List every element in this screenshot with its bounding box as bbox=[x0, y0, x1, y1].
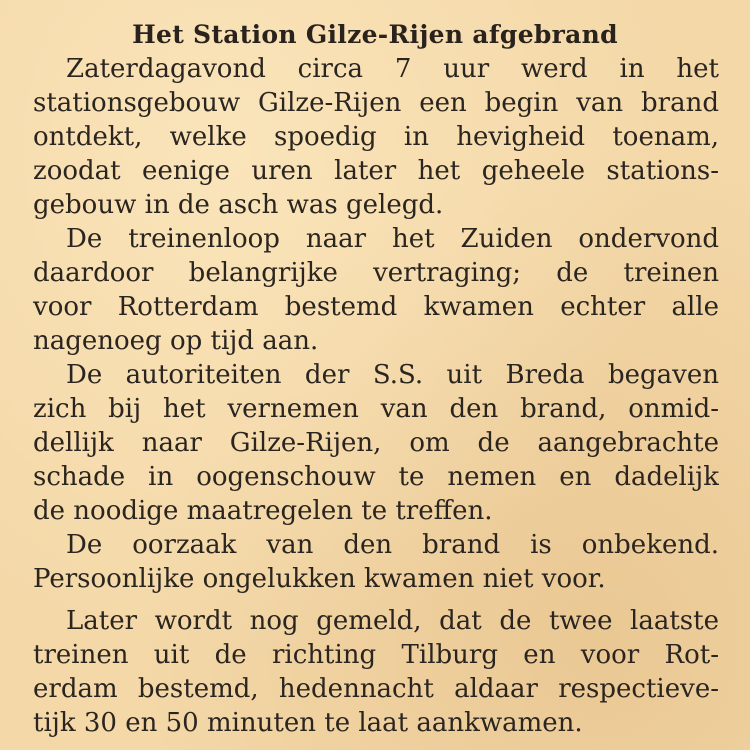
article-line: de noodige maatregelen te treffen. bbox=[33, 496, 493, 526]
article-line: voor Rotterdam bestemd kwamen echter alle bbox=[33, 292, 719, 322]
article-line: Zaterdagavond circa 7 uur werd in het bbox=[66, 54, 719, 84]
article-line: De oorzaak van den brand is onbekend. bbox=[66, 530, 719, 560]
article-line: schade in oogenschouw te nemen en dadelijk bbox=[33, 462, 719, 492]
article-line: dellijk naar Gilze-Rijen, om de aangebrachte bbox=[33, 428, 719, 458]
article-line: stationsgebouw Gilze-Rijen een begin van brand bbox=[33, 88, 719, 118]
article-line: daardoor belangrijke vertraging; de treinen bbox=[33, 258, 719, 288]
article-line: zich bij het vernemen van den brand, onmid- bbox=[33, 394, 719, 424]
article-line: Later wordt nog gemeld, dat de twee laatste bbox=[66, 606, 719, 636]
article-headline: Het Station Gilze-Rijen afgebrand bbox=[132, 20, 618, 49]
article-line: nagenoeg op tijd aan. bbox=[33, 326, 319, 356]
article-line: erdam bestemd, hedennacht aldaar respectieve- bbox=[33, 674, 719, 704]
article-line: De treinenloop naar het Zuiden ondervond bbox=[66, 224, 719, 254]
article-line: zoodat eenige uren later het geheele stations- bbox=[33, 156, 719, 186]
article-line: tijk 30 en 50 minuten te laat aankwamen. bbox=[33, 708, 583, 738]
article-line: ontdekt, welke spoedig in hevigheid toenam, bbox=[33, 122, 719, 152]
article-line: treinen uit de richting Tilburg en voor Rot- bbox=[33, 640, 719, 670]
article-line: gebouw in de asch was gelegd. bbox=[33, 190, 444, 220]
article-line: Persoonlijke ongelukken kwamen niet voor. bbox=[33, 564, 606, 594]
article-line: De autoriteiten der S.S. uit Breda begaven bbox=[66, 360, 719, 390]
